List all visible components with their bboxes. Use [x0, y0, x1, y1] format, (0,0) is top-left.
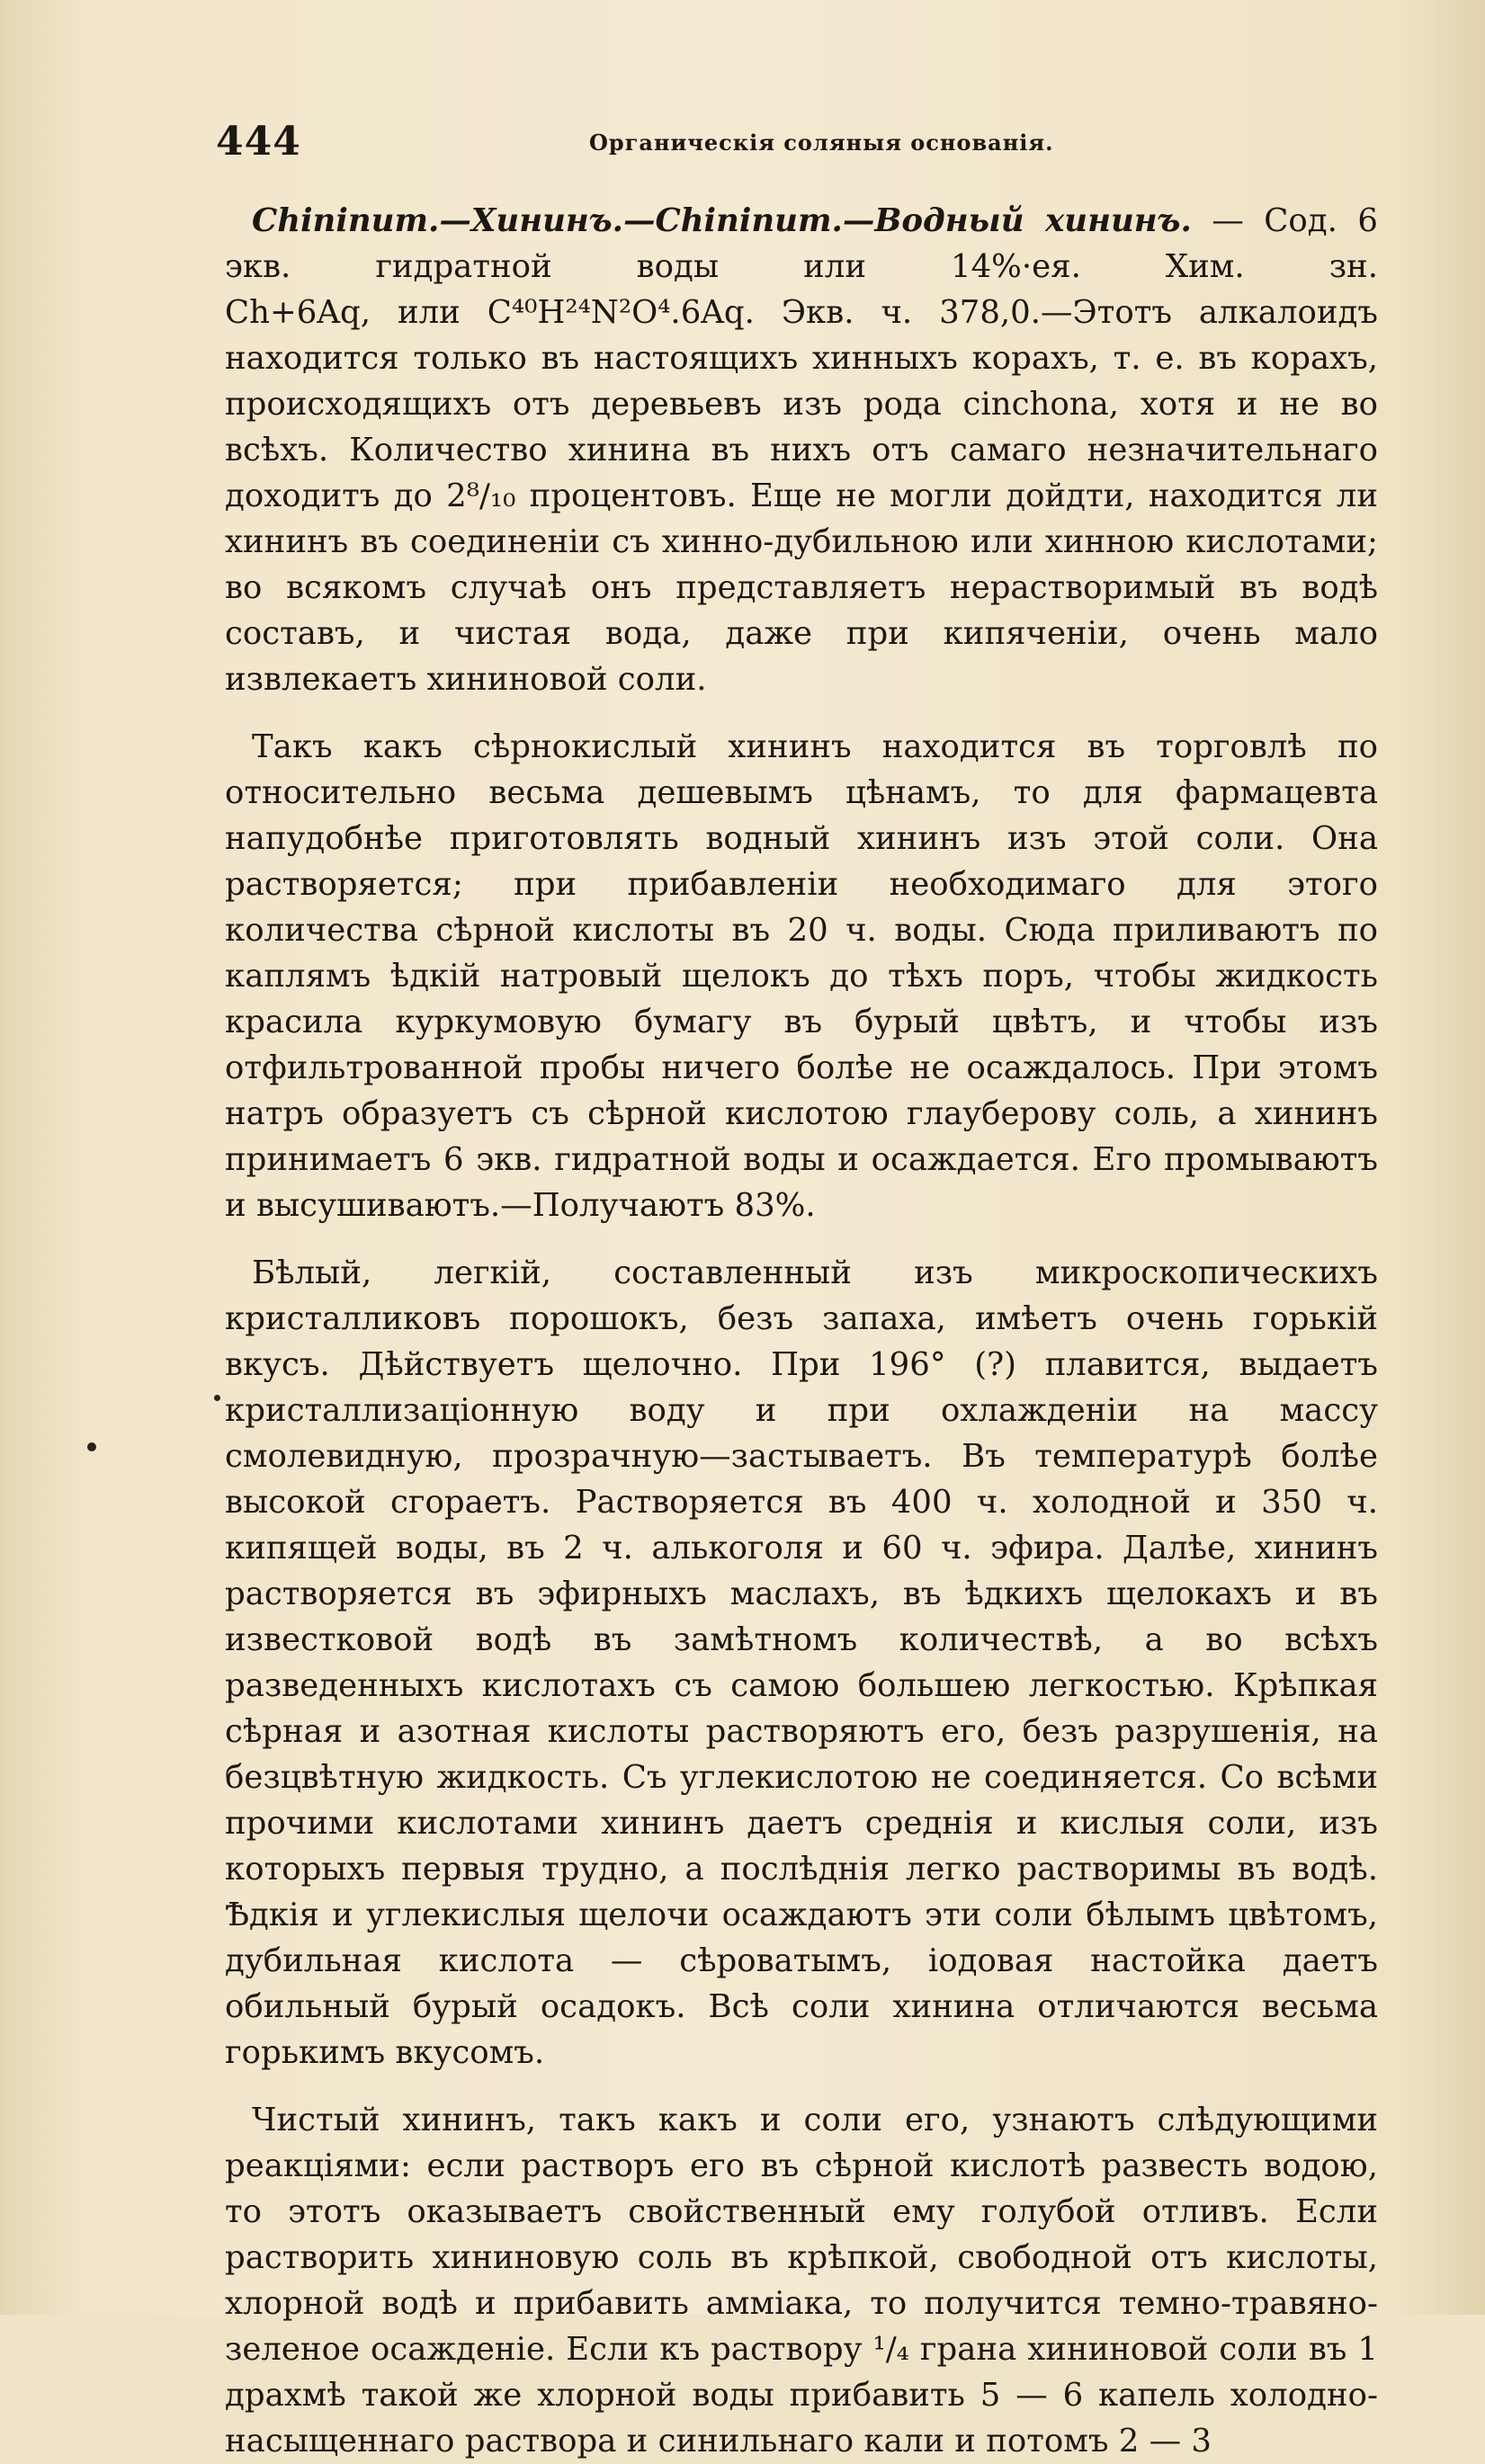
- paragraph-preparation: Такъ какъ сѣрнокислый хининъ находится въ торговлѣ по относительно весьма дешевымъ цѣнамъ, то для фармацевта напудобнѣе приготовлять водный хининъ изъ этой соли. Она растворяется; при прибавленіи необходимаго для этого количества сѣрной кислоты въ 20 ч. воды. Сюда приливаютъ по каплямъ ѣдкій натровый щелокъ до тѣхъ поръ, чтобы жидкость красила куркумовую бумагу въ бурый цвѣтъ, и чтобы изъ отфильтрованной пробы ничего болѣе не осаждалось. При этомъ натръ образуетъ съ сѣрной кислотою глауберову соль, а хининъ принимаетъ 6 экв. гидратной воды и осаждается. Его промываютъ и высушиваютъ.—Получаютъ 83%.: [225, 728, 1378, 1224]
- paragraph-properties: Бѣлый, легкій, составленный изъ микроскопическихъ кристалликовъ порошокъ, безъ запаха, имѣетъ очень горькій вкусъ. Дѣйствуетъ щелочно. При 196° (?) плавится, выдаетъ кристаллизаціонную воду и при охлажденіи на массу смолевидную, прозрачную—застываетъ. Въ температурѣ болѣе высокой сгораетъ. Растворяется въ 400 ч. холодной и 350 ч. кипящей воды, въ 2 ч. алькоголя и 60 ч. эфира. Далѣе, хининъ растворяется въ эфирныхъ маслахъ, въ ѣдкихъ щелокахъ и въ известковой водѣ въ замѣтномъ количествѣ, а во всѣхъ разведенныхъ кислотахъ съ самою большею легкостью. Крѣпкая сѣрная и азотная кислоты растворяютъ его, безъ разрушенія, на безцвѣтную жидкость. Съ углекислотою не соединяется. Со всѣми прочими кислотами хининъ даетъ среднія и кислыя соли, изъ которыхъ первыя трудно, а послѣднія легко растворимы въ водѣ. Ѣдкія и углекислыя щелочи осаждаютъ эти соли бѣлымъ цвѣтомъ, дубильная кислота — сѣроватымъ, іодовая настойка даетъ обильный бурый осадокъ. Всѣ соли хинина отличаются весьма горькимъ вкусомъ.: [225, 1254, 1378, 2071]
- chemical-formula: Ch+6Aq, или C⁴⁰H²⁴N²O⁴.6Aq.: [225, 294, 755, 331]
- ink-dot: [87, 1442, 96, 1451]
- paragraph-reactions: Чистый хининъ, такъ какъ и соли его, узнаютъ слѣдующими реакціями: если растворъ его въ сѣрной кислотѣ развесть водою, то этотъ оказываетъ свойственный ему голубой отливъ. Если растворить хининовую соль въ крѣпкой, свободной отъ кислоты, хлорной водѣ и прибавить амміака, то получится темно-травяно-зеленое осажденіе. Если къ раствору ¹/₄ грана хининовой соли въ 1 драхмѣ такой же хлорной воды прибавить 5 — 6 капель холодно-насыщеннаго раствора и синильнаго кали и потомъ 2 — 3: [225, 2102, 1378, 2460]
- page-number: 444: [216, 119, 301, 165]
- paragraph-text: Экв. ч. 378,0.—Этотъ алкалоидъ находится только въ настоящихъ хинныхъ корахъ, т. е. въ корахъ, происходящихъ отъ деревьевъ изъ рода cinchona, хотя и не во всѣхъ. Количество хинина въ нихъ отъ самаго незначительнаго доходитъ до 2⁸/₁₀ процентовъ. Еще не могли дойдти, находится ли хининъ въ соединеніи съ хинно-дубильною или хинною кислотами; во всякомъ случаѣ онъ представляетъ нерастворимый въ водѣ составъ, и чистая вода, даже при кипяченіи, очень мало извлекаетъ хининовой соли.: [225, 294, 1378, 698]
- article-heading: Chininum.—Хининъ.—Chininum.—Водный хининъ.: [252, 202, 1192, 239]
- running-title: Органическія соляныя основанія.: [589, 129, 1054, 156]
- page-header: [216, 119, 1385, 173]
- paragraph-text: — Сод. 6 экв. гидратной воды или 14%·ея. Хим. зн.: [225, 202, 1378, 285]
- body-text: [225, 198, 1378, 2464]
- ink-dot: [214, 1395, 220, 1401]
- paragraph-chininum: [225, 198, 1378, 702]
